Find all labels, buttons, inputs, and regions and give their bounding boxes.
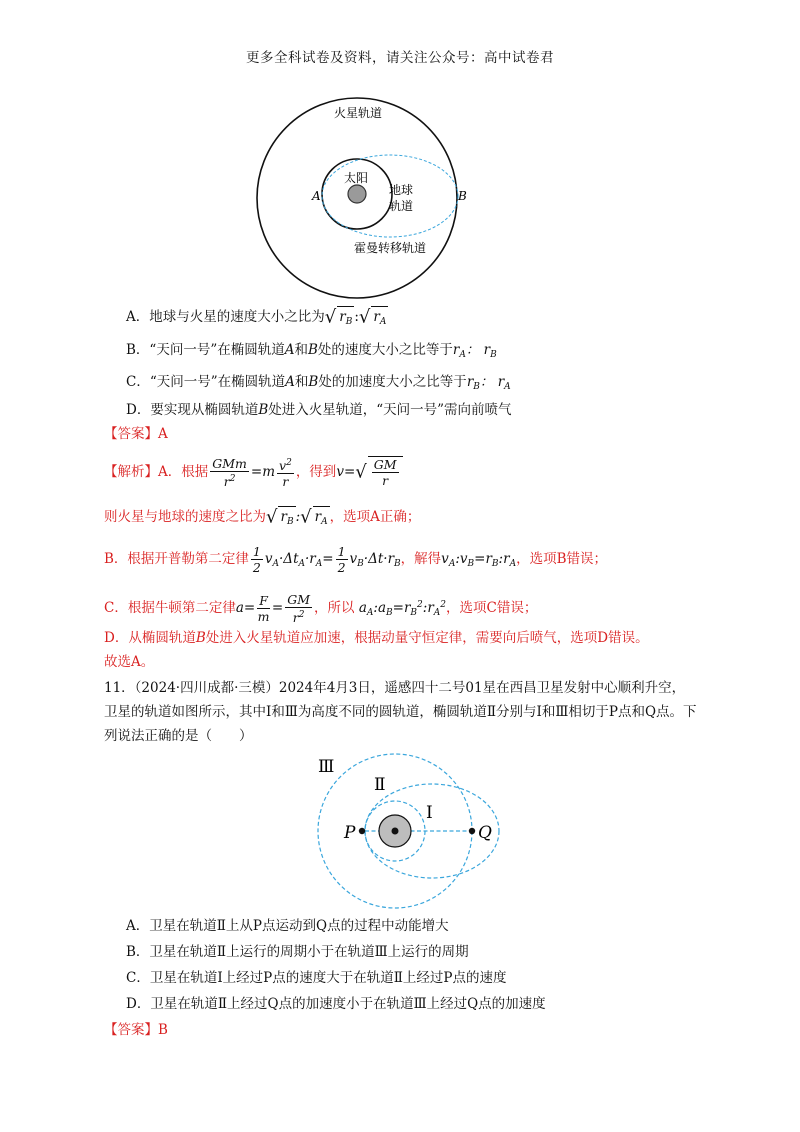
hohmann-label: 霍曼转移轨道 [354,241,427,255]
q10-conclusion: 故选A。 [104,654,155,670]
point-q-dot [469,828,475,834]
q11-stem-line-2: 卫星的轨道如图所示，其中Ⅰ和Ⅲ为高度不同的圆轨道，椭圆轨道Ⅱ分别与Ⅰ和Ⅲ相切于P点和Q点。下 [104,704,697,720]
q10-analysis-b: B．根据开普勒第二定律 $\frac{1}{2}$ $v_A\cdot\Delta t_A\cdot r_A=$ $\frac{1}{2}$ $v_B\cdot\Delta t\cdot r_B$，解得$v_A:v_B=r_B:r_A$，选项B错误； [104,544,607,575]
q10-option-c-tail: 处的加速度大小之比等于 [318,374,467,390]
page-header: 更多全科试卷及资料，请关注公众号：高中试卷君 [246,50,554,66]
q10-option-b-a: A [284,342,295,358]
q10-analysis-a-line2-text1: 则火星与地球的速度之比为 [104,509,266,525]
q10-option-d-b: B [258,402,269,418]
point-b-label: B [458,189,467,203]
q10-analysis-label: 【解析】 [104,464,158,480]
q11-stem-line-1: 11．（2024·四川成都·三模）2024年4月3日，遥感四十二号01星在西昌卫星发射中心顺利升空， [104,680,686,696]
q10-answer: 【答案】A [104,426,168,442]
hohmann-orbit-diagram [248,90,468,318]
sun-icon [348,185,366,203]
q10-option-d-text: D．要实现从椭圆轨道 [126,402,259,418]
q11-option-d: D．卫星在轨道Ⅱ上经过Q点的加速度小于在轨道Ⅲ上经过Q点的加速度 [126,996,546,1012]
q10-analysis-d [104,628,649,648]
point-p-label: P [344,823,356,843]
q10-option-b-b: B [307,342,318,358]
q10-option-c: C．“天问一号”在椭圆轨道A和B处的加速度大小之比等于$r_B$： $r_A$ [126,374,511,392]
q10-option-c-text: C．“天问一号”在椭圆轨道 [126,374,286,390]
point-q-label: Q [478,823,492,843]
q10-option-c-he: 和 [294,374,309,390]
q10-analysis-a-line2-text2: ，选项A正确； [329,509,421,525]
q10-option-a-text: A．地球与火星的速度大小之比为 [126,309,325,325]
q10-analysis-a-text1: A．根据 [158,464,209,480]
q10-option-c-b: B [308,374,319,390]
q11-stem-line-3: 列说法正确的是（ ） [104,728,253,744]
orbit-2-label: Ⅱ [374,775,386,795]
sun-label: 太阳 [344,171,369,185]
q10-option-d [126,400,512,420]
q10-option-b-he: 和 [294,342,308,358]
q10-analysis-c: C．根据牛顿第二定律a= $\frac{F}{m}$ = $\frac{GM}{r^2}$ ，所以 $a_A:a_B=r_B^2:r_A^2$，选项C错误； [104,592,538,625]
q10-analysis-b-text1: B．根据开普勒第二定律 [104,551,249,567]
q10-option-b: B．“天问一号”在椭圆轨道A和B处的速度大小之比等于$r_A$： $r_B$ [126,342,497,360]
earth-orbit-label-2: 轨道 [389,199,414,213]
q10-option-b-text: B．“天问一号”在椭圆轨道 [126,342,285,358]
q10-analysis-a-text2: ，得到 [295,464,337,480]
q10-analysis-d-tail: 处进入火星轨道应加速，根据动量守恒定律，需要向后喷气，选项D错误。 [205,630,649,646]
mars-orbit-label: 火星轨道 [334,106,383,120]
q10-option-c-a: A [285,374,295,390]
q10-analysis-c-text2: ，所以 [314,600,355,616]
point-p-dot [359,828,365,834]
q10-analysis-c-text1: C．根据牛顿第二定律 [104,600,236,616]
earth-center-dot [392,828,399,835]
orbit-1-label: Ⅰ [426,803,433,823]
q10-analysis-a: 【解析】A．根据 $\frac{\text{GMm}}{r^2}$ =m $\frac{v^2}{r}$ ，得到v=√ $\frac{GM}{r}$ [104,456,403,489]
q11-answer: 【答案】B [104,1022,168,1038]
q10-option-d-tail: 处进入火星轨道，“天问一号”需向前喷气 [268,402,512,418]
q11-option-a: A．卫星在轨道Ⅱ上从P点运动到Q点的过程中动能增大 [126,918,449,934]
orbit-3-label: Ⅲ [318,757,335,777]
satellite-orbit-diagram [300,750,510,920]
q10-analysis-a-line2: 则火星与地球的速度之比为√ $r_B$ :√ $r_A$ ，选项A正确； [104,506,420,532]
q10-option-b-tail: 处的速度大小之比等于 [317,342,453,358]
q10-analysis-d-text1: D．从椭圆轨道 [104,630,196,646]
q11-option-b: B．卫星在轨道Ⅱ上运行的周期小于在轨道Ⅲ上运行的周期 [126,944,469,960]
q10-analysis-d-b: B [195,630,206,646]
q11-option-c: C．卫星在轨道Ⅰ上经过P点的速度大于在轨道Ⅱ上经过P点的速度 [126,970,507,986]
earth-orbit-label-1: 地球 [389,183,414,197]
q10-analysis-c-text3: ，选项C错误； [446,600,538,616]
point-a-label: A [312,189,321,203]
q10-analysis-b-text2: ，解得 [400,551,442,567]
q10-option-a: A．地球与火星的速度大小之比为√ $r_B$ :√ $r_A$ [126,306,388,332]
q10-analysis-b-text3: ，选项B错误； [516,551,607,567]
